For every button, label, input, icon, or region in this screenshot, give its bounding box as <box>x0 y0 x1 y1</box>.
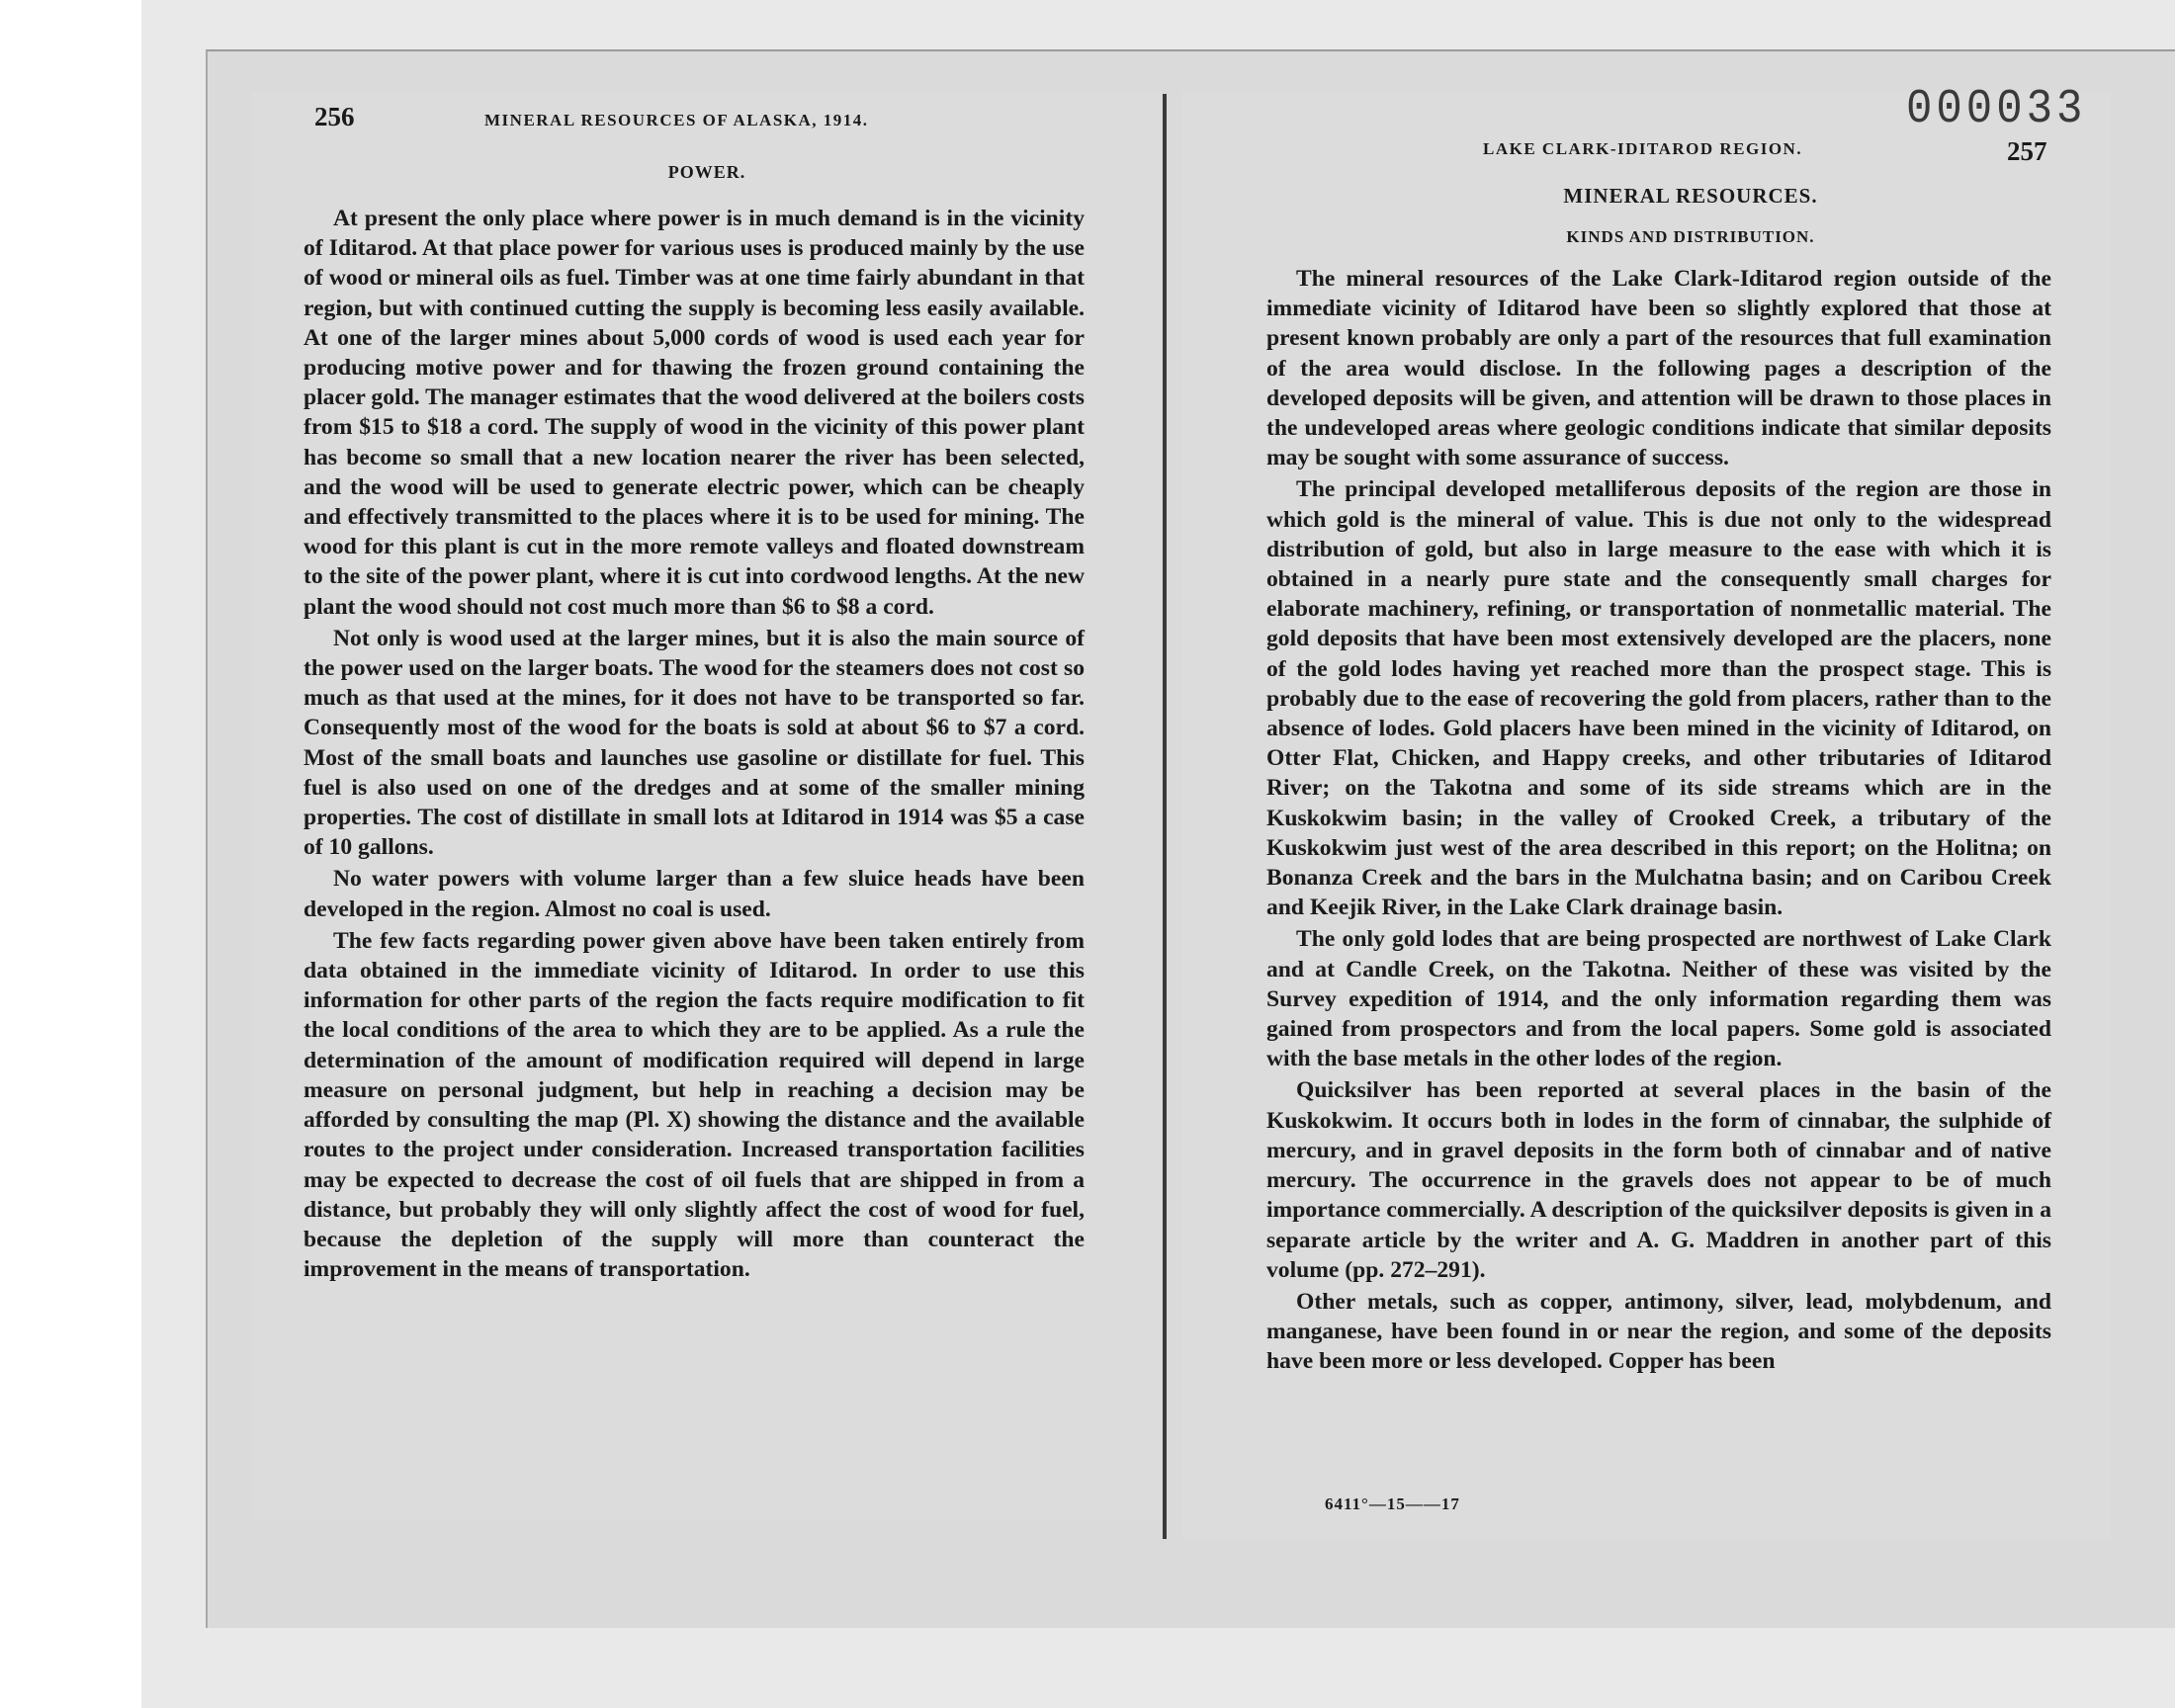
left-paragraph-4: The few facts regarding power given above have been taken entirely from data obtained in the immediate vicinity of Iditarod. In order to use this information for other parts of the region the facts require modification to fit the local conditions of the area to which they are to be applied. As a rule the determination of the amount of modification required will depend in large measure on personal judgment, but help in reaching a decision may be afforded by consulting the map (Pl. X) showing the distance and the available routes to the project under consideration. Increased transportation facilities may be expected to decrease the cost of oil fuels that are shipped in from a distance, but probably they will only slightly affect the cost of wood for fuel, because the depletion of the supply will more than counteract the improvement in the means of transportation. <box>304 927 1085 1283</box>
right-page-number: 257 <box>2007 136 2047 166</box>
scanner-margin <box>0 0 141 1708</box>
left-body-text <box>304 204 1085 1286</box>
right-paragraph-5: Other metals, such as copper, antimony, silver, lead, molybdenum, and manganese, have been found in or near the region, and some of the deposits have been more or less developed. Copper has been <box>1266 1288 2051 1375</box>
right-paragraph-2: The principal developed metalliferous deposits of the region are those in which gold is the mineral of value. This is due not only to the widespread distribution of gold, but also in large measure to the ease with which it is obtained in a nearly pure state and the consequently small charges for elaborate machinery, refining, or transportation of nonmetallic material. The gold deposits that have been most extensively developed are the placers, none of the gold lodes having yet reached more than the prospect stage. This is probably due to the ease of recovering the gold from placers, rather than to the absence of lodes. Gold placers have been mined in the vicinity of Iditarod, on Otter Flat, Chicken, and Happy creeks, and other tributaries of Iditarod River; on the Takotna and some of its side streams which are in the Kuskokwim basin; in the valley of Crooked Creek, a tributary of the Kuskokwim just west of the area described in this report; on the Holitna; on Bonanza Creek and the bars in the Mulchatna basin; and on Caribou Creek and Keejik River, in the Lake Clark drainage basin. <box>1266 476 2051 921</box>
right-body-text <box>1266 264 2051 1379</box>
right-paragraph-4: Quicksilver has been reported at several places in the basin of the Kuskokwim. It occurs both in lodes in the form of cinnabar, the sulphide of mercury, and in gravel deposits in the form both of cinnabar and of native mercury. The occurrence in the gravels does not appear to be of much importance commercially. A description of the quicksilver deposits is given in a separate article by the writer and A. G. Maddren in another part of this volume (pp. 272–291). <box>1266 1077 2051 1283</box>
right-paragraph-1: The mineral resources of the Lake Clark-Iditarod region outside of the immediate vicinity of Iditarod have been so slightly explored that those at present known probably are only a part of the resources that full examination of the area would disclose. In the following pages a description of the developed deposits will be given, and attention will be drawn to those places in the undeveloped areas where geologic conditions indicate that similar deposits may be sought with some assurance of success. <box>1266 266 2051 471</box>
archive-stamp-number: 000033 <box>1906 82 2087 137</box>
left-paragraph-3: No water powers with volume larger than a few sluice heads have been developed in the region. Almost no coal is used. <box>304 866 1085 922</box>
left-running-head: MINERAL RESOURCES OF ALASKA, 1914. <box>484 111 869 129</box>
right-paragraph-3: The only gold lodes that are being prospected are northwest of Lake Clark and at Candle Creek, on the Takotna. Neither of these was visited by the Survey expedition of 1914, and the only information regarding them was gained from prospectors and from the local papers. Some gold is associated with the base metals in the other lodes of the region. <box>1266 926 2051 1072</box>
right-section-title: MINERAL RESOURCES. <box>1563 184 1818 208</box>
right-running-head: LAKE CLARK-IDITAROD REGION. <box>1483 139 1803 158</box>
book-spine <box>1163 94 1167 1539</box>
left-paragraph-1: At present the only place where power is in much demand is in the vicinity of Iditarod. At that place power for various uses is produced mainly by the use of wood or mineral oils as fuel. Timber was at one time fairly abundant in that region, but with continued cutting the supply is becoming less easily available. At one of the larger mines about 5,000 cords of wood is used each year for producing motive power and for thawing the frozen ground containing the placer gold. The manager estimates that the wood delivered at the boilers costs from $15 to $18 a cord. The supply of wood in the vicinity of this power plant has become so small that a new location nearer the river has been selected, and the wood will be used to generate electric power, which can be cheaply and effectively transmitted to the places where it is to be used for mining. The wood for this plant is cut in the more remote valleys and floated downstream to the site of the power plant, where it is cut into cordwood lengths. At the new plant the wood should not cost much more than $6 to $8 a cord. <box>304 206 1085 620</box>
right-subsection-title: KINDS AND DISTRIBUTION. <box>1566 227 1815 246</box>
left-section-title: POWER. <box>667 162 746 182</box>
left-page-number: 256 <box>314 102 355 131</box>
left-paragraph-2: Not only is wood used at the larger mines, but it is also the main source of the power used on the larger boats. The wood for the steamers does not cost so much as that used at the mines, for it does not have to be transported so far. Consequently most of the wood for the boats is sold at about $6 to $7 a cord. Most of the small boats and launches use gasoline or distillate for fuel. This fuel is also used on one of the dredges and at some of the smaller mining properties. The cost of distillate in small lots at Iditarod in 1914 was $5 a case of 10 gallons. <box>304 625 1085 861</box>
signature-mark: 6411°—15——17 <box>1325 1494 1460 1513</box>
